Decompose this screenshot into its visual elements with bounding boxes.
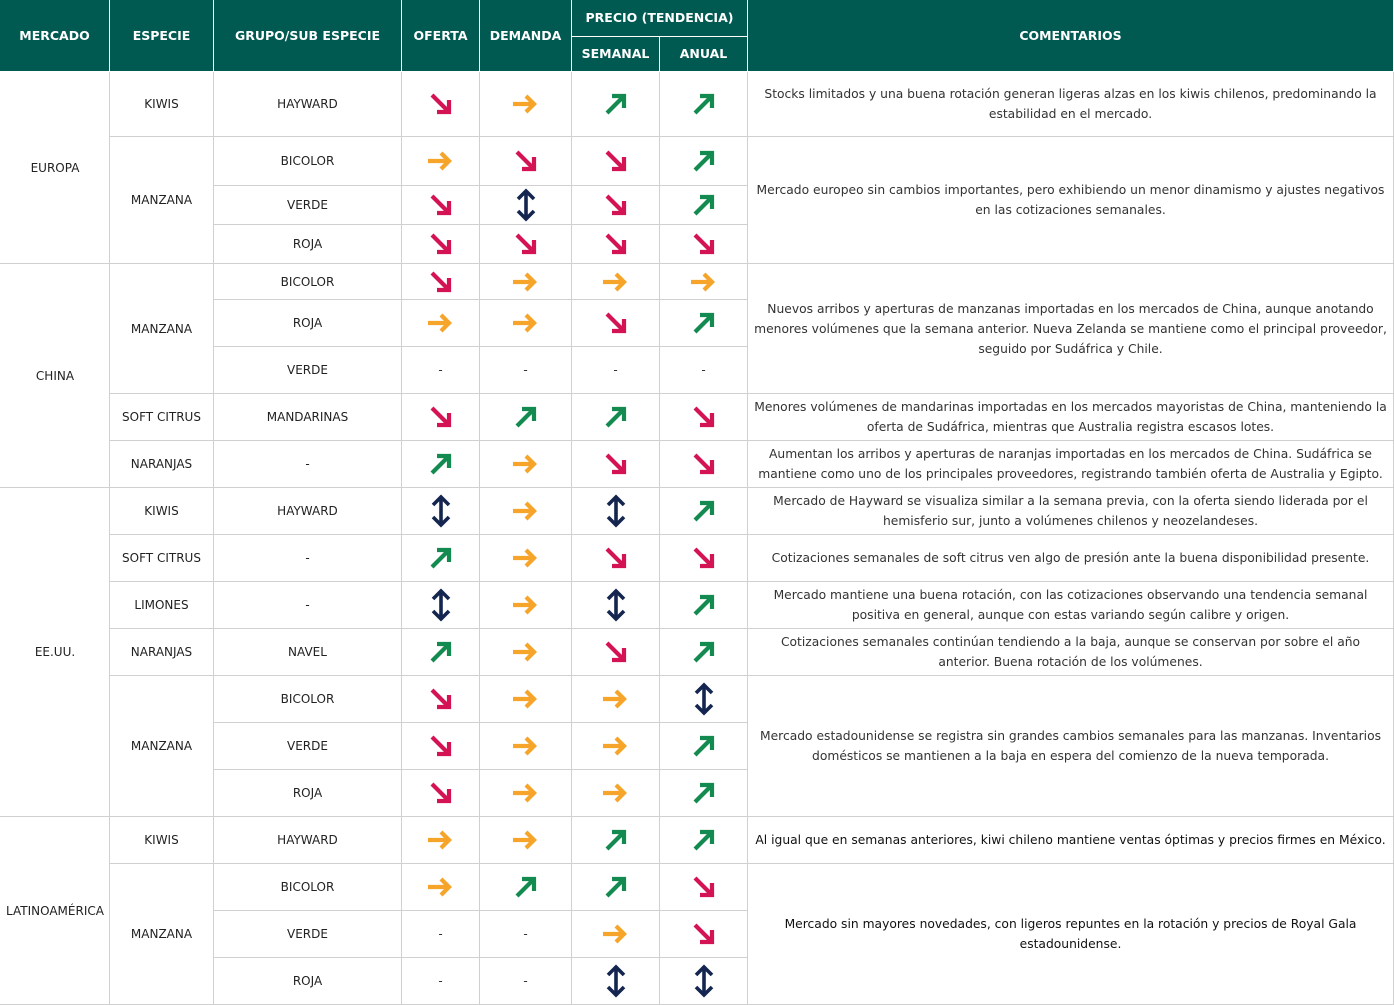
arrow-right-icon <box>511 546 541 570</box>
arrow-up-right-icon <box>691 192 717 218</box>
indicator-demanda <box>480 958 572 1005</box>
comment-cell <box>748 441 1394 488</box>
arrow-up-right-icon <box>691 498 717 524</box>
group-cell <box>214 186 402 225</box>
header-demanda-label: DEMANDA <box>489 27 562 43</box>
indicator-semanal <box>572 264 660 300</box>
arrow-right-icon <box>426 875 456 899</box>
header-semanal-label: SEMANAL <box>581 46 650 61</box>
group-cell <box>214 911 402 958</box>
comment-cell-label: Mercado estadounidense se registra sin grandes cambios semanales para las manzanas. Inventarios domésticos se mantienen a la baja en espera del comienzo de la nueva temporada. <box>759 729 1381 763</box>
arrow-up-right-icon <box>428 639 454 665</box>
arrow-right-icon <box>601 687 631 711</box>
header-demanda <box>480 0 572 72</box>
indicator-demanda <box>480 264 572 300</box>
comment-cell-label: Mercado sin mayores novedades, con ligeros repuntes en la rotación y precios de Royal Gala estadounidense. <box>784 917 1357 951</box>
species-cell <box>110 264 214 394</box>
header-especie <box>110 0 214 72</box>
indicator-oferta <box>402 394 480 441</box>
indicator-oferta <box>402 723 480 770</box>
indicator-oferta <box>402 770 480 817</box>
indicator-anual <box>660 629 748 676</box>
arrow-up-right-icon <box>691 148 717 174</box>
comment-cell-label: Mercado europeo sin cambios importantes, pero exhibiendo un menor dinamismo y ajustes negativos en las cotizaciones semanales. <box>756 183 1385 217</box>
arrow-down-right-icon <box>603 310 629 336</box>
group-cell <box>214 394 402 441</box>
arrow-up-down-icon <box>604 493 628 529</box>
group-cell <box>214 582 402 629</box>
indicator-demanda <box>480 817 572 864</box>
group-cell <box>214 488 402 535</box>
indicator-anual <box>660 72 748 137</box>
indicator-semanal <box>572 394 660 441</box>
species-cell-label: LIMONES <box>134 598 189 612</box>
indicator-demanda <box>480 394 572 441</box>
indicator-oferta <box>402 958 480 1005</box>
species-cell <box>110 582 214 629</box>
arrow-up-right-icon <box>603 827 629 853</box>
arrow-right-icon <box>511 499 541 523</box>
no-data-dash: - <box>438 927 443 941</box>
arrow-right-icon <box>511 781 541 805</box>
arrow-right-icon <box>426 149 456 173</box>
indicator-demanda <box>480 186 572 225</box>
arrow-down-right-icon <box>603 148 629 174</box>
species-cell <box>110 535 214 582</box>
arrow-up-right-icon <box>691 639 717 665</box>
arrow-down-right-icon <box>513 231 539 257</box>
arrow-right-icon <box>511 270 541 294</box>
species-cell-label: SOFT CITRUS <box>122 551 201 565</box>
arrow-down-right-icon <box>603 639 629 665</box>
species-cell-label: MANZANA <box>130 927 193 941</box>
group-cell <box>214 817 402 864</box>
no-data-dash: - <box>523 363 528 377</box>
no-data-dash: - <box>613 363 618 377</box>
group-cell-label: - <box>305 598 310 612</box>
indicator-semanal <box>572 441 660 488</box>
header-precio-label: PRECIO (TENDENCIA) <box>585 10 734 25</box>
species-cell-label: NARANJAS <box>130 645 193 659</box>
market-cell <box>0 72 110 264</box>
comment-cell-label: Cotizaciones semanales de soft citrus ven algo de presión ante la buena disponibilidad presente. <box>771 551 1370 565</box>
arrow-down-right-icon <box>691 921 717 947</box>
species-cell-label: KIWIS <box>144 504 179 518</box>
comment-cell-label: Stocks limitados y una buena rotación generan ligeras alzas en los kiwis chilenos, predominando la estabilidad en el mercado. <box>764 87 1377 121</box>
group-cell <box>214 441 402 488</box>
species-cell <box>110 441 214 488</box>
group-cell-label: VERDE <box>287 927 328 941</box>
header-mercado <box>0 0 110 72</box>
arrow-up-right-icon <box>603 404 629 430</box>
species-cell <box>110 864 214 1005</box>
indicator-anual <box>660 535 748 582</box>
arrow-down-right-icon <box>691 874 717 900</box>
indicator-demanda <box>480 582 572 629</box>
indicator-semanal <box>572 300 660 347</box>
indicator-semanal <box>572 72 660 137</box>
comment-cell <box>748 72 1394 137</box>
indicator-anual <box>660 770 748 817</box>
arrow-right-icon <box>601 270 631 294</box>
arrow-up-right-icon <box>603 874 629 900</box>
group-cell-label: ROJA <box>292 237 323 251</box>
arrow-right-icon <box>511 640 541 664</box>
header-grupo-label: GRUPO/SUB ESPECIE <box>234 27 381 43</box>
indicator-anual <box>660 676 748 723</box>
indicator-anual <box>660 186 748 225</box>
species-cell <box>110 72 214 137</box>
arrow-down-right-icon <box>603 231 629 257</box>
group-cell-label: VERDE <box>287 363 328 377</box>
species-cell-label: KIWIS <box>144 97 179 111</box>
group-cell-label: - <box>305 457 310 471</box>
indicator-anual <box>660 911 748 958</box>
arrow-up-down-icon <box>692 963 716 999</box>
market-cell-label: EUROPA <box>30 160 80 175</box>
indicator-oferta <box>402 911 480 958</box>
comment-cell <box>748 137 1394 264</box>
arrow-down-right-icon <box>428 231 454 257</box>
group-cell-label: HAYWARD <box>277 833 338 847</box>
indicator-semanal <box>572 535 660 582</box>
arrow-up-right-icon <box>513 404 539 430</box>
indicator-demanda <box>480 300 572 347</box>
arrow-down-right-icon <box>428 733 454 759</box>
indicator-oferta <box>402 535 480 582</box>
arrow-up-right-icon <box>513 874 539 900</box>
market-cell <box>0 488 110 817</box>
arrow-up-down-icon <box>429 587 453 623</box>
arrow-right-icon <box>511 92 541 116</box>
arrow-right-icon <box>511 687 541 711</box>
indicator-demanda <box>480 441 572 488</box>
no-data-dash: - <box>523 974 528 988</box>
arrow-down-right-icon <box>603 545 629 571</box>
market-cell-label: LATINOAMÉRICA <box>6 903 104 918</box>
indicator-demanda <box>480 723 572 770</box>
indicator-semanal <box>572 817 660 864</box>
group-cell-label: BICOLOR <box>280 880 335 894</box>
indicator-semanal <box>572 911 660 958</box>
indicator-demanda <box>480 629 572 676</box>
indicator-anual <box>660 394 748 441</box>
species-cell-label: KIWIS <box>144 833 179 847</box>
header-anual-label: ANUAL <box>679 46 728 61</box>
indicator-anual <box>660 582 748 629</box>
species-cell-label: NARANJAS <box>130 457 193 471</box>
arrow-down-right-icon <box>428 269 454 295</box>
species-cell <box>110 676 214 817</box>
group-cell <box>214 535 402 582</box>
arrow-up-right-icon <box>691 827 717 853</box>
indicator-semanal <box>572 723 660 770</box>
species-cell <box>110 137 214 264</box>
arrow-down-right-icon <box>691 451 717 477</box>
market-divider <box>0 487 110 488</box>
indicator-semanal <box>572 770 660 817</box>
species-cell-label: MANZANA <box>130 321 193 336</box>
market-cell-label: CHINA <box>35 368 75 383</box>
arrow-right-icon <box>689 270 719 294</box>
group-cell <box>214 72 402 137</box>
species-cell-label: SOFT CITRUS <box>122 410 201 424</box>
arrow-down-right-icon <box>691 231 717 257</box>
group-cell <box>214 770 402 817</box>
arrow-up-down-icon <box>604 963 628 999</box>
indicator-anual <box>660 488 748 535</box>
group-cell-label: - <box>305 551 310 565</box>
no-data-dash: - <box>523 927 528 941</box>
header-oferta <box>402 0 480 72</box>
comment-cell <box>748 817 1394 864</box>
arrow-up-down-icon <box>429 493 453 529</box>
indicator-anual <box>660 225 748 264</box>
group-cell <box>214 300 402 347</box>
comment-cell <box>748 864 1394 1005</box>
comment-cell-label: Menores volúmenes de mandarinas importadas en los mercados mayoristas de China, manteniendo la oferta de Sudáfrica, mientras que Australia registra escasos lotes. <box>754 400 1387 434</box>
indicator-semanal <box>572 347 660 394</box>
indicator-oferta <box>402 137 480 186</box>
comment-cell <box>748 264 1394 394</box>
arrow-down-right-icon <box>603 192 629 218</box>
arrow-right-icon <box>601 734 631 758</box>
no-data-dash: - <box>438 363 443 377</box>
comment-cell-label: Mercado de Hayward se visualiza similar a la semana previa, con la oferta siendo liderada por el hemisferio sur, junto a volúmenes chilenos y neozelandeses. <box>773 494 1368 528</box>
arrow-up-right-icon <box>691 91 717 117</box>
header-comentarios <box>748 0 1394 72</box>
group-cell-label: BICOLOR <box>280 692 335 706</box>
indicator-demanda <box>480 488 572 535</box>
group-cell <box>214 137 402 186</box>
group-cell-label: ROJA <box>292 316 323 330</box>
arrow-right-icon <box>511 593 541 617</box>
comment-cell <box>748 582 1394 629</box>
arrow-up-down-icon <box>692 681 716 717</box>
arrow-down-right-icon <box>428 192 454 218</box>
comment-cell <box>748 394 1394 441</box>
species-cell-label: MANZANA <box>130 739 193 753</box>
market-cell-label: EE.UU. <box>34 645 76 659</box>
group-cell <box>214 723 402 770</box>
indicator-oferta <box>402 264 480 300</box>
arrow-up-right-icon <box>691 780 717 806</box>
indicator-semanal <box>572 582 660 629</box>
arrow-right-icon <box>601 781 631 805</box>
arrow-down-right-icon <box>691 404 717 430</box>
arrow-right-icon <box>511 734 541 758</box>
arrow-up-right-icon <box>428 451 454 477</box>
arrow-up-down-icon <box>514 187 538 223</box>
group-cell <box>214 225 402 264</box>
indicator-demanda <box>480 676 572 723</box>
group-cell <box>214 347 402 394</box>
indicator-anual <box>660 864 748 911</box>
arrow-up-right-icon <box>691 592 717 618</box>
header-semanal <box>572 37 660 72</box>
arrow-right-icon <box>426 311 456 335</box>
indicator-demanda <box>480 770 572 817</box>
group-cell-label: NAVEL <box>288 645 327 659</box>
indicator-semanal <box>572 864 660 911</box>
species-cell <box>110 488 214 535</box>
arrow-down-right-icon <box>691 545 717 571</box>
arrow-up-down-icon <box>604 587 628 623</box>
indicator-demanda <box>480 347 572 394</box>
header-especie-label: ESPECIE <box>132 27 191 43</box>
species-cell <box>110 817 214 864</box>
comment-cell <box>748 488 1394 535</box>
indicator-oferta <box>402 582 480 629</box>
market-divider <box>0 816 110 817</box>
header-grupo <box>214 0 402 72</box>
arrow-down-right-icon <box>428 780 454 806</box>
comment-cell-label: Mercado mantiene una buena rotación, con las cotizaciones observando una tendencia semanal positiva en general, aunque con estas variando según calibre y origen. <box>773 588 1368 622</box>
indicator-semanal <box>572 676 660 723</box>
indicator-anual <box>660 817 748 864</box>
arrow-up-right-icon <box>603 91 629 117</box>
indicator-demanda <box>480 864 572 911</box>
indicator-oferta <box>402 488 480 535</box>
indicator-anual <box>660 441 748 488</box>
comment-cell-label: Al igual que en semanas anteriores, kiwi chileno mantiene ventas óptimas y precios firmes en México. <box>755 833 1386 847</box>
comment-cell-label: Nuevos arribos y aperturas de manzanas importadas en los mercados de China, aunque anotando menores volúmenes que la semana anterior. Nueva Zelanda se mantiene como el principal proveedor, seguido por Sudáfrica y Chile. <box>754 301 1387 356</box>
arrow-up-right-icon <box>691 733 717 759</box>
comment-cell <box>748 676 1394 817</box>
arrow-down-right-icon <box>603 451 629 477</box>
indicator-demanda <box>480 535 572 582</box>
arrow-down-right-icon <box>428 404 454 430</box>
group-cell-label: BICOLOR <box>280 154 335 168</box>
comment-cell-label: Cotizaciones semanales continúan tendiendo a la baja, aunque se conservan por sobre el año anterior. Buena rotación de los volúmenes. <box>780 635 1361 669</box>
indicator-semanal <box>572 137 660 186</box>
comment-cell-label: Aumentan los arribos y aperturas de naranjas importadas en los mercados de China. Sudáfrica se mantiene como uno de los principales proveedores, registrando también oferta de Australia y Egipto. <box>758 447 1383 481</box>
arrow-right-icon <box>426 828 456 852</box>
arrow-down-right-icon <box>513 148 539 174</box>
group-cell-label: ROJA <box>292 786 323 800</box>
arrow-up-right-icon <box>691 310 717 336</box>
indicator-semanal <box>572 958 660 1005</box>
group-cell-label: HAYWARD <box>277 97 338 111</box>
arrow-right-icon <box>601 922 631 946</box>
indicator-semanal <box>572 225 660 264</box>
group-cell <box>214 864 402 911</box>
group-cell <box>214 958 402 1005</box>
header-mercado-label: MERCADO <box>19 27 90 43</box>
group-cell-label: VERDE <box>287 198 328 212</box>
indicator-semanal <box>572 186 660 225</box>
arrow-right-icon <box>511 828 541 852</box>
arrow-right-icon <box>511 311 541 335</box>
indicator-semanal <box>572 488 660 535</box>
indicator-oferta <box>402 186 480 225</box>
indicator-oferta <box>402 676 480 723</box>
indicator-anual <box>660 723 748 770</box>
group-cell-label: VERDE <box>287 739 328 753</box>
header-precio <box>572 0 748 37</box>
market-cell <box>0 817 110 1005</box>
indicator-oferta <box>402 347 480 394</box>
indicator-oferta <box>402 817 480 864</box>
indicator-demanda <box>480 225 572 264</box>
arrow-right-icon <box>511 452 541 476</box>
indicator-oferta <box>402 72 480 137</box>
species-cell-label: MANZANA <box>130 193 193 207</box>
group-cell <box>214 676 402 723</box>
species-cell <box>110 629 214 676</box>
indicator-anual <box>660 264 748 300</box>
market-cell <box>0 264 110 488</box>
indicator-demanda <box>480 911 572 958</box>
indicator-anual <box>660 347 748 394</box>
group-cell-label: HAYWARD <box>277 504 338 518</box>
comment-cell <box>748 535 1394 582</box>
header-comentarios-label: COMENTARIOS <box>1019 27 1122 43</box>
arrow-up-right-icon <box>428 545 454 571</box>
group-cell <box>214 629 402 676</box>
indicator-anual <box>660 137 748 186</box>
market-divider <box>0 263 110 264</box>
arrow-down-right-icon <box>428 91 454 117</box>
header-anual <box>660 37 748 72</box>
no-data-dash: - <box>701 363 706 377</box>
indicator-anual <box>660 958 748 1005</box>
group-cell <box>214 264 402 300</box>
group-cell-label: ROJA <box>292 974 323 988</box>
header-oferta-label: OFERTA <box>413 27 468 43</box>
group-cell-label: MANDARINAS <box>266 410 349 424</box>
indicator-anual <box>660 300 748 347</box>
no-data-dash: - <box>438 974 443 988</box>
indicator-oferta <box>402 629 480 676</box>
indicator-oferta <box>402 225 480 264</box>
indicator-demanda <box>480 137 572 186</box>
indicator-semanal <box>572 629 660 676</box>
indicator-oferta <box>402 864 480 911</box>
indicator-oferta <box>402 300 480 347</box>
arrow-down-right-icon <box>428 686 454 712</box>
indicator-oferta <box>402 441 480 488</box>
group-cell-label: BICOLOR <box>280 274 335 289</box>
species-cell <box>110 394 214 441</box>
comment-cell <box>748 629 1394 676</box>
indicator-demanda <box>480 72 572 137</box>
